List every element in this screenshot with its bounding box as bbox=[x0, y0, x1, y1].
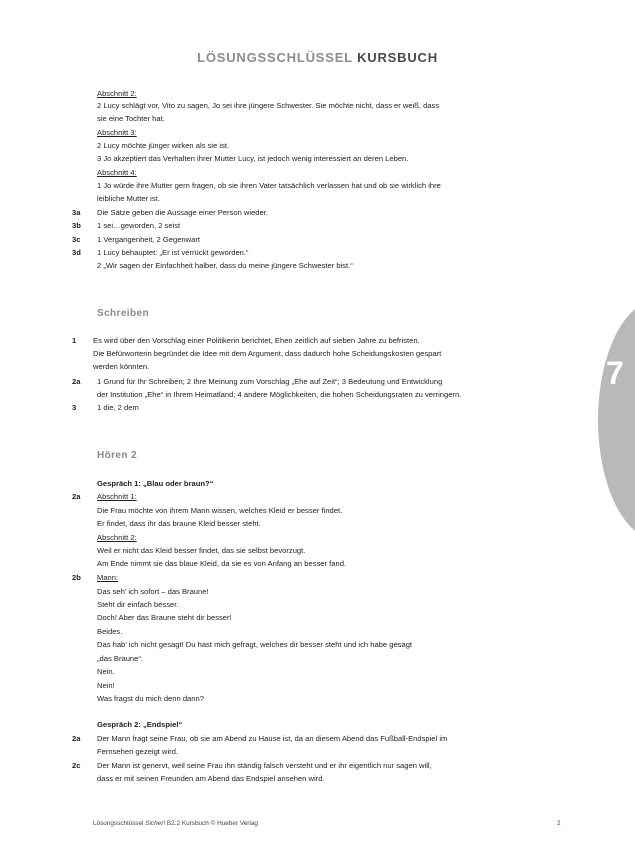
answer-line: sie eine Tochter hat. bbox=[97, 114, 165, 123]
answer-line: Die Frau möchte von ihrem Mann wissen, welches Kleid er besser findet. bbox=[97, 506, 343, 515]
answer-line: Der Mann ist genervt, weil seine Frau ihn ständig falsch versteht und er ihr eigentlich nur sagen will, bbox=[97, 761, 432, 770]
section-title-hoeren: Hören 2 bbox=[97, 450, 138, 461]
exercise-label: 2c bbox=[72, 761, 81, 770]
dialogue-line: Das seh’ ich sofort – das Braune! bbox=[97, 587, 209, 596]
answer-line: Es wird über den Vorschlag einer Politikerin berichtet, Ehen zeitlich auf sieben Jahre zu befristen. bbox=[93, 336, 420, 345]
answer-line: 1 sei…geworden, 2 seist bbox=[97, 221, 181, 230]
answer-line: 1 Jo würde ihre Mutter gern fragen, ob sie ihren Vater tatsächlich verlassen hat und ob sie wirklich ihre bbox=[97, 181, 441, 190]
page-header bbox=[0, 50, 635, 65]
dialogue-line: Das hab’ ich nicht gesagt! Du hast mich gefragt, welches dir besser steht und ich habe gesagt bbox=[97, 640, 413, 649]
footer-pre: Lösungsschlüssel bbox=[93, 820, 146, 827]
section-heading: Abschnitt 1: bbox=[97, 492, 137, 501]
section-heading: Abschnitt 2: bbox=[97, 533, 137, 542]
header-title-part1: LÖSUNGSSCHLÜSSEL bbox=[197, 50, 353, 65]
answer-line: werden könnten. bbox=[93, 362, 150, 371]
exercise-label: 3b bbox=[72, 221, 81, 230]
answer-line: 1 Grund für Ihr Schreiben; 2 Ihre Meinung zum Vorschlag „Ehe auf Zeit“; 3 Bedeutung und Entwicklung bbox=[97, 377, 443, 386]
exercise-label: 1 bbox=[72, 336, 77, 345]
answer-line: 1 Lucy behauptet: „Er ist verrückt geworden.“ bbox=[97, 248, 249, 257]
answer-line: Die Befürworterin begründet die Idee mit dem Argument, dass dadurch hohe Scheidungskosten gespart bbox=[93, 349, 442, 358]
exercise-label: 2b bbox=[72, 573, 81, 582]
answer-line: Der Mann fragt seine Frau, ob sie am Abend zu Hause ist, da an diesem Abend das Fußball-Endspiel im bbox=[97, 734, 448, 743]
footer-credit bbox=[93, 820, 258, 827]
header-title-part2: KURSBUCH bbox=[357, 50, 438, 65]
exercise-label: 2a bbox=[72, 492, 81, 501]
answer-line: Die Sätze geben die Aussage einer Person wieder. bbox=[97, 208, 268, 217]
answer-line: Weil er nicht das Kleid besser findet, das sie selbst bevorzugt. bbox=[97, 546, 306, 555]
chapter-number: 7 bbox=[606, 355, 624, 391]
exercise-label: 3 bbox=[72, 403, 77, 412]
exercise-label: 3a bbox=[72, 208, 81, 217]
answer-line: der Institution „Ehe“ in Ihrem Heimatland; 4 andere Möglichkeiten, die hohen Scheidungsraten zu verringern. bbox=[97, 390, 462, 399]
answer-line: leibliche Mutter ist. bbox=[97, 194, 160, 203]
answer-line: 2 Lucy schlägt vor, Vito zu sagen, Jo sei ihre jüngere Schwester. Sie möchte nicht, dass er weiß, dass bbox=[97, 101, 440, 110]
exercise-label: 3d bbox=[72, 248, 81, 257]
dialogue-line: Beides. bbox=[97, 627, 123, 636]
answer-line: 1 Vergangenheit, 2 Gegenwart bbox=[97, 235, 201, 244]
footer-post: B2.2 Kursbuch © Hueber Verlag bbox=[165, 820, 258, 827]
answer-line: 2 Lucy möchte jünger wirken als sie ist. bbox=[97, 141, 230, 150]
exercise-label: 2a bbox=[72, 734, 81, 743]
exercise-label: 3c bbox=[72, 235, 81, 244]
dialogue-line: „das Braune“. bbox=[97, 654, 144, 663]
section-heading: Abschnitt 3: bbox=[97, 128, 137, 137]
section-heading: Abschnitt 4: bbox=[97, 168, 137, 177]
answer-line: 2 „Wir sagen der Einfachheit halber, dass du meine jüngere Schwester bist.“ bbox=[97, 261, 353, 270]
dialogue-title: Gespräch 2: „Endspiel“ bbox=[97, 720, 183, 729]
footer-italic: Sicher! bbox=[145, 820, 166, 827]
section-heading: Mann: bbox=[97, 573, 119, 582]
answer-line: Fernsehen gezeigt wird. bbox=[97, 747, 179, 756]
dialogue-line: Was fragst du mich denn dann? bbox=[97, 694, 204, 703]
exercise-label: 2a bbox=[72, 377, 81, 386]
answer-line: Am Ende nimmt sie das blaue Kleid, da sie es von Anfang an besser fand. bbox=[97, 559, 347, 568]
dialogue-line: Nein. bbox=[97, 667, 115, 676]
answer-line: dass er mit seinen Freunden am Abend das Endspiel ansehen wird. bbox=[97, 774, 325, 783]
answer-line: 1 die, 2 dem bbox=[97, 403, 139, 412]
section-title-schreiben: Schreiben bbox=[97, 308, 149, 319]
page-number: 2 bbox=[557, 820, 561, 827]
answer-line: Er findet, dass ihr das braune Kleid besser steht. bbox=[97, 519, 261, 528]
dialogue-line: Steht dir einfach besser. bbox=[97, 600, 179, 609]
dialogue-line: Doch! Aber das Braune steht dir besser! bbox=[97, 613, 232, 622]
answer-line: 3 Jo akzeptiert das Verhalten ihrer Mutter Lucy, ist jedoch wenig interessiert an deren Leben. bbox=[97, 154, 409, 163]
section-heading: Abschnitt 2: bbox=[97, 89, 137, 98]
dialogue-line: Nein! bbox=[97, 681, 115, 690]
chapter-tab bbox=[598, 300, 635, 540]
dialogue-title: Gespräch 1: „Blau oder braun?“ bbox=[97, 479, 214, 488]
